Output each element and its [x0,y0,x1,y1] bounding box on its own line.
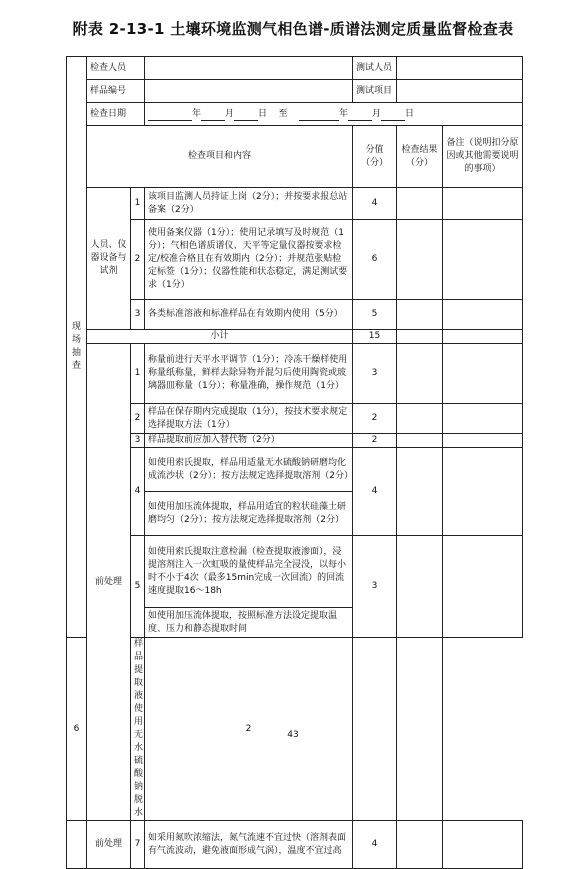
remark-cell[interactable] [443,404,523,434]
result-cell[interactable] [397,330,443,344]
inspector-value[interactable] [145,57,353,80]
page-number: 43 [287,730,299,740]
section-label: 现 场 抽 查 [67,57,87,638]
result-cell[interactable] [397,300,443,330]
result-cell[interactable] [397,536,443,638]
group-pretreat-2: 前处理 [87,821,131,869]
table-row: 3 各类标准溶液和标准样品在有效期内使用（5分） 5 [67,300,523,330]
result-cell[interactable] [397,344,443,404]
test-item-label: 测试项目 [353,80,397,103]
col-remark: 备注（说明扣分原因或其他需要说明的事项） [443,126,523,188]
remark-cell[interactable] [443,220,523,300]
table-row: 2 使用备案仪器（1分）；使用记录填写及时规范（1分）；气相色谱质谱仪、天平等定量仪器按要求检定/校准合格且在有效期内（2分）；并规范张贴检定标签（1分）；仪器性能和状态稳定，满足测试要求（1分） 6 [67,220,523,300]
table-row: 5 如使用索氏提取注意检漏（检查提取液渗面），浸提溶剂注入一次虹吸的量使样品完全浸没，以每小时不小于4次（最多15min完成一次回流）的回流速度提取16～18h 3 [67,536,523,608]
page-title: 附表 2-13-1 土壤环境监测气相色谱-质谱法测定质量监督检查表 [72,20,514,38]
table-row: 如使用加压流体提取，按照标准方法设定提取温度、压力和静态提取时间 [67,608,523,638]
remark-cell[interactable] [443,821,523,869]
group-personnel: 人员、仪器设备与试剂 [87,188,131,330]
header-row-inspector [67,57,523,80]
header-row-sample [67,80,523,103]
result-cell[interactable] [397,821,443,869]
result-cell[interactable] [353,638,397,821]
test-item-value[interactable] [397,80,523,103]
table-row: 2 样品在保存期内完成提取（1分），按技术要求规定选择提取方法（1分） 2 [67,404,523,434]
header-row-date [67,103,523,126]
col-result: 检查结果（分） [397,126,443,188]
table-row: 3 样品提取前应加入替代物（2分） 2 [67,434,523,448]
group-pretreat: 前处理 [87,344,131,821]
result-cell[interactable] [397,220,443,300]
remark-cell[interactable] [443,448,523,536]
result-cell[interactable] [397,448,443,536]
subtotal-row: 小计 15 [67,330,523,344]
remark-cell[interactable] [443,344,523,404]
result-cell[interactable] [397,404,443,434]
section-label-continued [67,821,87,869]
sample-no-value[interactable] [145,80,353,103]
date-label: 检查日期 [87,103,145,126]
column-header-row [67,126,523,188]
remark-cell[interactable] [443,536,523,638]
result-cell[interactable] [397,434,443,448]
inspector-label: 检查人员 [87,57,145,80]
remark-cell[interactable] [443,300,523,330]
table-row: 前处理 1 称量前进行天平水平调节（1分）；冷冻干燥样使用称量纸称量，鲜样去除异物并混匀后使用陶瓷或玻璃器皿称量（1分）；称量准确，操作规范（1分） 3 [67,344,523,404]
col-item-content: 检查项目和内容 [87,126,353,188]
remark-cell[interactable] [397,638,443,821]
col-score: 分值（分） [353,126,397,188]
remark-cell[interactable] [443,434,523,448]
table-row: 人员、仪器设备与试剂 1 该项目监测人员持证上岗（2分）；并按要求报总站备案（2分） 4 [67,188,523,220]
sample-no-label: 样品编号 [87,80,145,103]
table-row: 6 样品提取液使用无水硫酸钠脱水 2 [67,638,523,821]
remark-cell[interactable] [443,188,523,220]
tester-label: 测试人员 [353,57,397,80]
result-cell[interactable] [397,188,443,220]
date-range[interactable]: 年 月 日 至 年 月 日 [145,103,523,126]
inspection-table [66,56,523,869]
remark-cell[interactable] [443,330,523,344]
table-row: 前处理 7 如采用氮吹浓缩法，氮气流速不宜过快（溶剂表面有气流波动，避免液面形成气涡），温度不宜过高 4 [67,821,523,869]
table-row: 4 如使用索氏提取，样品用适量无水硫酸钠研磨均化成流沙状（2分）；按方法规定选择提取溶剂（2分） 4 [67,448,523,492]
tester-value[interactable] [397,57,523,80]
table-row: 如使用加压流体提取，样品用适宜的粒状硅藻土研磨均匀（2分）；按方法规定选择提取溶剂（2分） [67,492,523,536]
